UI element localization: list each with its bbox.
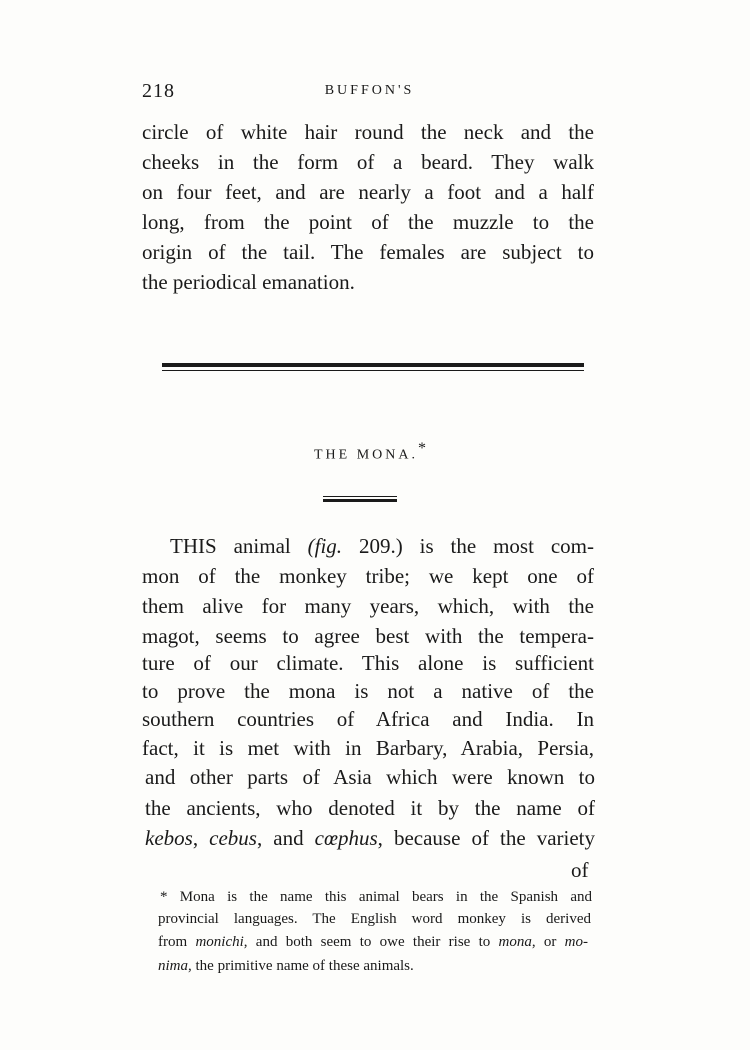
text-run-italic: mo-	[564, 934, 588, 950]
text-run: , the primitive name of these animals.	[188, 958, 414, 974]
text-line: ture of our climate. This alone is sufficient	[142, 651, 594, 675]
text-run: ,	[192, 826, 210, 850]
text-run: , and both seem to owe their rise to	[243, 934, 499, 950]
text-run-italic: cœphus	[314, 826, 378, 850]
text-run: , or	[531, 934, 565, 950]
section-divider-thick	[162, 363, 584, 367]
section-title-text: THE MONA.	[314, 447, 418, 463]
text-run-italic: cebus	[209, 826, 257, 850]
section-heading	[142, 440, 598, 464]
footnote-line	[158, 931, 588, 953]
text-run: THIS animal	[170, 534, 308, 558]
text-run-italic: nima	[158, 958, 188, 974]
running-title: BUFFON'S	[324, 83, 415, 98]
footnote-line	[158, 955, 414, 977]
text-run: from	[158, 934, 196, 950]
text-line: to prove the mona is not a native of the	[142, 679, 594, 703]
text-line	[170, 531, 594, 561]
text-line: the periodical emanation.	[142, 270, 355, 294]
footnote-line: * Mona is the name this animal bears in the Spanish and	[160, 889, 592, 905]
text-run-italic: kebos	[145, 826, 193, 850]
text-run-italic: (fig.	[307, 534, 343, 558]
text-line: the ancients, who denoted it by the name of	[145, 796, 595, 820]
text-line: fact, it is met with in Barbary, Arabia, Persia,	[142, 736, 594, 760]
text-line: long, from the point of the muzzle to the	[142, 210, 594, 234]
text-run: , because of the variety	[377, 826, 595, 850]
footnote-line: provincial languages. The English word monkey is derived	[158, 911, 591, 927]
text-run: 209.) is the most com-	[342, 534, 594, 558]
text-line: on four feet, and are nearly a foot and a half	[142, 180, 594, 204]
text-line: them alive for many years, which, with the	[142, 594, 594, 618]
text-line: and other parts of Asia which were known to	[145, 765, 595, 789]
text-line	[145, 823, 595, 853]
text-run: , and	[256, 826, 315, 850]
text-line: cheeks in the form of a beard. They walk	[142, 150, 594, 174]
footnote-marker: *	[418, 440, 426, 457]
text-run-italic: mona	[498, 934, 532, 950]
text-line: mon of the monkey tribe; we kept one of	[142, 564, 594, 588]
text-line: circle of white hair round the neck and the	[142, 120, 594, 144]
text-line: origin of the tail. The females are subject to	[142, 240, 594, 264]
text-line: southern countries of Africa and India. In	[142, 707, 594, 731]
running-head	[142, 80, 597, 104]
catchword: of	[571, 858, 589, 882]
section-divider-thin	[162, 370, 584, 371]
page-number: 218	[142, 80, 175, 102]
text-run-italic: monichi	[195, 934, 244, 950]
heading-rule-thick	[323, 499, 397, 502]
heading-rule-thin	[323, 496, 397, 497]
text-line: magot, seems to agree best with the tempera-	[142, 624, 594, 648]
